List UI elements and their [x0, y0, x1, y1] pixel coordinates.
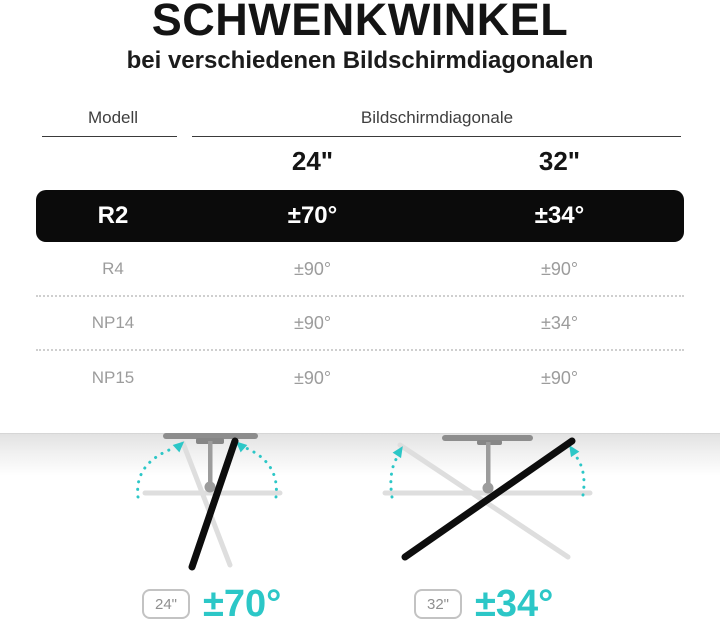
highlight-row-r2 [36, 190, 684, 242]
header-rule-modell [42, 136, 177, 137]
swivel-arc-left [138, 448, 174, 497]
swivel-value-24: ±90° [293, 312, 332, 333]
model-name: R4 [102, 259, 124, 278]
model-name: R2 [97, 202, 129, 229]
monitor-swivel-line [192, 441, 235, 567]
table-row-r4 [36, 243, 684, 297]
angle-label-32: ±34° [475, 583, 554, 625]
caption-24-inch [142, 583, 282, 625]
angle-label-24: ±70° [203, 583, 282, 625]
swivel-value-32: ±90° [540, 367, 579, 388]
swivel-arc-right [575, 455, 584, 495]
table-row-np14 [36, 297, 684, 351]
caption-32-inch [414, 583, 554, 625]
pivot-joint [205, 482, 216, 493]
size-badge-24: 24" [142, 589, 190, 619]
column-header-modell: Modell [87, 108, 139, 127]
column-header-bildschirmdiagonale: Bildschirmdiagonale [360, 108, 514, 127]
swivel-value-24: ±70° [287, 202, 338, 229]
column-header-24-inch: 24" [291, 146, 334, 176]
swivel-arc-right [246, 448, 276, 497]
pivot-joint [483, 483, 494, 494]
mount-arm [486, 442, 491, 486]
swivel-value-24: ±90° [293, 258, 332, 279]
monitor-ghost-line [183, 443, 230, 565]
column-header-32-inch: 32" [538, 146, 581, 176]
swivel-value-24: ±90° [293, 367, 332, 388]
table-body [36, 243, 684, 405]
model-name: NP15 [91, 368, 135, 387]
size-badge-32: 32" [414, 589, 462, 619]
table-row-np15 [36, 351, 684, 405]
page-title: SCHWENKWINKEL [151, 0, 569, 45]
mount-arm [208, 441, 213, 486]
swivel-value-32: ±34° [534, 202, 585, 229]
page-subtitle: bei verschiedenen Bildschirmdiagonalen [126, 47, 594, 74]
swivel-value-32: ±34° [540, 312, 579, 333]
swivel-value-32: ±90° [540, 258, 579, 279]
swivel-diagram-24-inch [120, 425, 360, 585]
swivel-diagram-32-inch [380, 425, 620, 585]
model-name: NP14 [91, 313, 135, 332]
header-rule-bildschirmdiagonale [192, 136, 681, 137]
